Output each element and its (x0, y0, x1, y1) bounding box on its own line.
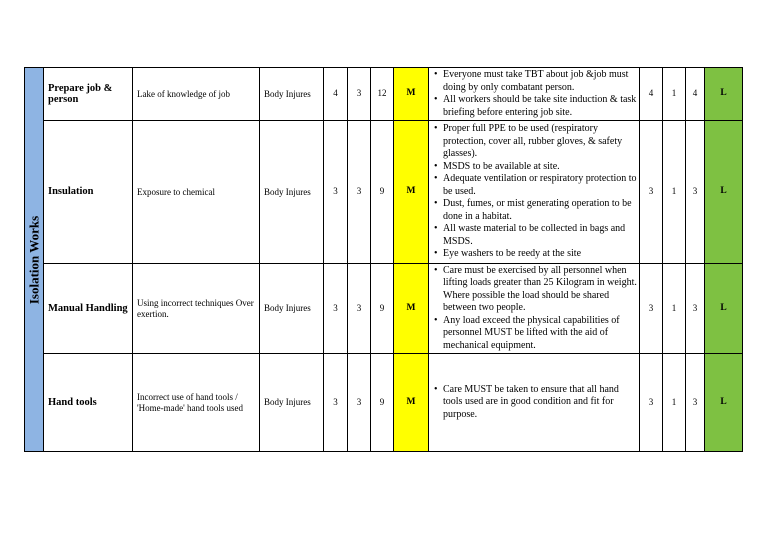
residual-rating-cell: L (705, 354, 743, 452)
consequence-cell: Body Injures (260, 68, 324, 121)
severity-cell: 3 (324, 264, 348, 354)
control-measures-cell (429, 264, 640, 354)
residual-risk-score-cell: 3 (686, 121, 705, 264)
activity-cell: Prepare job & person (44, 68, 133, 121)
risk-rating-cell: M (394, 68, 429, 121)
residual-likelihood-cell: 1 (663, 354, 686, 452)
risk-score-cell: 9 (371, 354, 394, 452)
risk-assessment-table (24, 67, 743, 452)
activity-cell: Hand tools (44, 354, 133, 452)
residual-severity-cell: 3 (640, 264, 663, 354)
consequence-cell: Body Injures (260, 121, 324, 264)
list-item: • Adequate ventilation or respiratory protection to be used. (443, 173, 637, 198)
list-item: • Care must be exercised by all personnel when lifting loads greater than 25 Kilogram in weight. Where possible the load should be shared between two people. (443, 265, 637, 315)
table-row (25, 121, 743, 264)
severity-cell: 3 (324, 121, 348, 264)
risk-score-cell: 12 (371, 68, 394, 121)
risk-score-cell: 9 (371, 121, 394, 264)
residual-severity-cell: 3 (640, 354, 663, 452)
hazard-cell: Using incorrect techniques Over exertion. (133, 264, 260, 354)
list-item: • Dust, fumes, or mist generating operation to be done in a habitat. (443, 198, 637, 223)
residual-risk-score-cell: 3 (686, 354, 705, 452)
list-item: • Everyone must take TBT about job &job must doing by only combatant person. (443, 69, 637, 94)
list-item: • Care MUST be taken to ensure that all hand tools used are in good condition and fit for purpose. (443, 384, 637, 422)
residual-risk-score-cell: 3 (686, 264, 705, 354)
section-label-cell (25, 68, 44, 452)
table-row (25, 68, 743, 121)
residual-rating-cell: L (705, 264, 743, 354)
list-item: • All waste material to be collected in bags and MSDS. (443, 223, 637, 248)
hazard-cell: Exposure to chemical (133, 121, 260, 264)
risk-rating-cell: M (394, 264, 429, 354)
residual-rating-cell: L (705, 121, 743, 264)
residual-likelihood-cell: 1 (663, 264, 686, 354)
list-item: • Eye washers to be reedy at the site (443, 248, 637, 261)
section-title: Isolation Works (26, 215, 42, 304)
residual-likelihood-cell: 1 (663, 121, 686, 264)
severity-cell: 3 (324, 354, 348, 452)
severity-cell: 4 (324, 68, 348, 121)
activity-cell: Insulation (44, 121, 133, 264)
likelihood-cell: 3 (348, 264, 371, 354)
table-row (25, 354, 743, 452)
control-measures-list (431, 384, 637, 422)
residual-risk-score-cell: 4 (686, 68, 705, 121)
list-item: • Proper full PPE to be used (respiratory protection, cover all, rubber gloves, & safety glasses). (443, 123, 637, 161)
control-measures-list (431, 69, 637, 119)
consequence-cell: Body Injures (260, 264, 324, 354)
control-measures-list (431, 265, 637, 353)
table-row (25, 264, 743, 354)
control-measures-cell (429, 121, 640, 264)
list-item: • MSDS to be available at site. (443, 161, 637, 174)
hazard-cell: Lake of knowledge of job (133, 68, 260, 121)
likelihood-cell: 3 (348, 354, 371, 452)
residual-severity-cell: 3 (640, 121, 663, 264)
risk-rating-cell: M (394, 354, 429, 452)
list-item: • All workers should be take site induction & task briefing before entering job site. (443, 94, 637, 119)
residual-likelihood-cell: 1 (663, 68, 686, 121)
consequence-cell: Body Injures (260, 354, 324, 452)
list-item: • Any load exceed the physical capabilities of personnel MUST be lifted with the aid of mechanical equipment. (443, 315, 637, 353)
activity-cell: Manual Handling (44, 264, 133, 354)
hazard-cell: Incorrect use of hand tools / 'Home-made' hand tools used (133, 354, 260, 452)
risk-rating-cell: M (394, 121, 429, 264)
control-measures-cell (429, 354, 640, 452)
control-measures-list (431, 123, 637, 261)
control-measures-cell (429, 68, 640, 121)
residual-rating-cell: L (705, 68, 743, 121)
likelihood-cell: 3 (348, 121, 371, 264)
residual-severity-cell: 4 (640, 68, 663, 121)
risk-score-cell: 9 (371, 264, 394, 354)
likelihood-cell: 3 (348, 68, 371, 121)
